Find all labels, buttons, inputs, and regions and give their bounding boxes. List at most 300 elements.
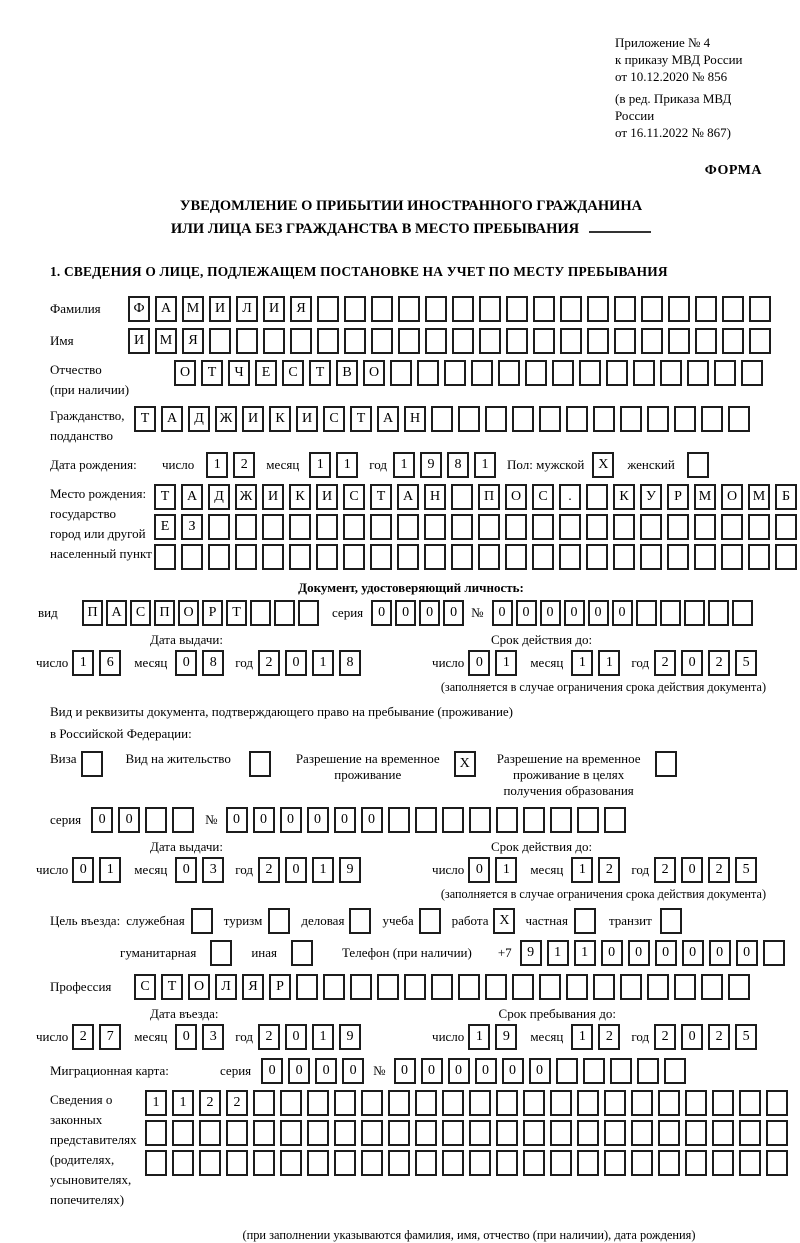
char-box[interactable]: 2: [654, 857, 676, 883]
char-box[interactable]: 1: [309, 452, 331, 478]
char-box[interactable]: А: [181, 484, 203, 510]
char-box[interactable]: [316, 514, 338, 540]
iddoc-issue-day[interactable]: [72, 650, 126, 676]
char-box[interactable]: [208, 544, 230, 570]
char-box[interactable]: [505, 544, 527, 570]
permit-series-boxes[interactable]: [91, 807, 199, 833]
char-box[interactable]: С: [532, 484, 554, 510]
char-box[interactable]: [748, 514, 770, 540]
char-box[interactable]: [199, 1120, 221, 1146]
char-box[interactable]: [253, 1120, 275, 1146]
purpose-business-checkbox[interactable]: [349, 908, 376, 934]
char-box[interactable]: [262, 514, 284, 540]
char-box[interactable]: 2: [598, 857, 620, 883]
char-box[interactable]: Я: [290, 296, 312, 322]
char-box[interactable]: [633, 360, 655, 386]
char-box[interactable]: М: [694, 484, 716, 510]
char-box[interactable]: И: [242, 406, 264, 432]
char-box[interactable]: 0: [175, 857, 197, 883]
rvp-checkbox[interactable]: [454, 751, 481, 777]
char-box[interactable]: [236, 328, 258, 354]
char-box[interactable]: [397, 514, 419, 540]
char-box[interactable]: [701, 406, 723, 432]
char-box[interactable]: И: [128, 328, 150, 354]
char-box[interactable]: [172, 1150, 194, 1176]
char-box[interactable]: 0: [419, 600, 440, 626]
char-box[interactable]: [566, 974, 588, 1000]
char-box[interactable]: [593, 974, 615, 1000]
char-box[interactable]: [660, 600, 681, 626]
iddoc-issue-month[interactable]: [175, 650, 229, 676]
char-box[interactable]: [532, 544, 554, 570]
char-box[interactable]: Ж: [235, 484, 257, 510]
char-box[interactable]: [181, 544, 203, 570]
char-box[interactable]: [641, 296, 663, 322]
char-box[interactable]: Л: [236, 296, 258, 322]
char-box[interactable]: [317, 328, 339, 354]
char-box[interactable]: [668, 296, 690, 322]
char-box[interactable]: [613, 514, 635, 540]
char-box[interactable]: [334, 1120, 356, 1146]
char-box[interactable]: [523, 807, 545, 833]
stay-day[interactable]: [468, 1024, 522, 1050]
char-box[interactable]: [722, 296, 744, 322]
char-box[interactable]: [451, 514, 473, 540]
char-box[interactable]: [667, 544, 689, 570]
char-box[interactable]: [424, 544, 446, 570]
char-box[interactable]: 0: [342, 1058, 364, 1084]
char-box[interactable]: [496, 1150, 518, 1176]
char-box[interactable]: [687, 452, 709, 478]
migration-number-boxes[interactable]: [394, 1058, 691, 1084]
char-box[interactable]: 0: [288, 1058, 310, 1084]
char-box[interactable]: [199, 1150, 221, 1176]
char-box[interactable]: 1: [393, 452, 415, 478]
char-box[interactable]: 0: [529, 1058, 551, 1084]
char-box[interactable]: X: [592, 452, 614, 478]
char-box[interactable]: [674, 974, 696, 1000]
char-box[interactable]: Л: [215, 974, 237, 1000]
char-box[interactable]: [604, 1120, 626, 1146]
char-box[interactable]: [533, 296, 555, 322]
char-box[interactable]: И: [296, 406, 318, 432]
char-box[interactable]: 0: [564, 600, 585, 626]
char-box[interactable]: [631, 1150, 653, 1176]
char-box[interactable]: 0: [448, 1058, 470, 1084]
permit-valid-month[interactable]: [571, 857, 625, 883]
char-box[interactable]: 0: [253, 807, 275, 833]
char-box[interactable]: [307, 1150, 329, 1176]
char-box[interactable]: М: [182, 296, 204, 322]
char-box[interactable]: [641, 328, 663, 354]
char-box[interactable]: 0: [371, 600, 392, 626]
char-box[interactable]: [498, 360, 520, 386]
char-box[interactable]: И: [262, 484, 284, 510]
char-box[interactable]: [145, 1150, 167, 1176]
char-box[interactable]: [533, 328, 555, 354]
char-box[interactable]: 0: [175, 1024, 197, 1050]
char-box[interactable]: И: [209, 296, 231, 322]
char-box[interactable]: [577, 1090, 599, 1116]
char-box[interactable]: [728, 406, 750, 432]
char-box[interactable]: [587, 296, 609, 322]
char-box[interactable]: [604, 1150, 626, 1176]
char-box[interactable]: Т: [154, 484, 176, 510]
char-box[interactable]: 9: [520, 940, 542, 966]
char-box[interactable]: [586, 514, 608, 540]
char-box[interactable]: [685, 1120, 707, 1146]
char-box[interactable]: 3: [202, 1024, 224, 1050]
char-box[interactable]: [694, 544, 716, 570]
char-box[interactable]: [512, 406, 534, 432]
char-box[interactable]: [552, 360, 574, 386]
char-box[interactable]: [442, 1090, 464, 1116]
char-box[interactable]: [496, 1090, 518, 1116]
char-box[interactable]: [280, 1090, 302, 1116]
char-box[interactable]: [620, 406, 642, 432]
char-box[interactable]: 5: [735, 650, 757, 676]
char-box[interactable]: О: [721, 484, 743, 510]
char-box[interactable]: [317, 296, 339, 322]
birth-month-boxes[interactable]: [309, 452, 363, 478]
char-box[interactable]: 0: [280, 807, 302, 833]
char-box[interactable]: [191, 908, 213, 934]
char-box[interactable]: 3: [202, 857, 224, 883]
char-box[interactable]: [145, 1120, 167, 1146]
char-box[interactable]: [307, 1120, 329, 1146]
char-box[interactable]: [478, 514, 500, 540]
char-box[interactable]: Т: [201, 360, 223, 386]
char-box[interactable]: [425, 328, 447, 354]
purpose-tourism-checkbox[interactable]: [268, 908, 295, 934]
iddoc-issue-year[interactable]: [258, 650, 366, 676]
char-box[interactable]: [739, 1150, 761, 1176]
char-box[interactable]: [81, 751, 103, 777]
entry-year[interactable]: [258, 1024, 366, 1050]
char-box[interactable]: [506, 296, 528, 322]
char-box[interactable]: 0: [468, 650, 490, 676]
char-box[interactable]: [749, 328, 771, 354]
char-box[interactable]: [559, 544, 581, 570]
char-box[interactable]: [766, 1150, 788, 1176]
char-box[interactable]: П: [82, 600, 103, 626]
char-box[interactable]: 0: [502, 1058, 524, 1084]
char-box[interactable]: 0: [612, 600, 633, 626]
birth-year-boxes[interactable]: [393, 452, 501, 478]
purpose-transit-checkbox[interactable]: [660, 908, 687, 934]
char-box[interactable]: [539, 974, 561, 1000]
char-box[interactable]: [687, 360, 709, 386]
char-box[interactable]: [290, 328, 312, 354]
char-box[interactable]: 0: [72, 857, 94, 883]
char-box[interactable]: [636, 600, 657, 626]
char-box[interactable]: [684, 600, 705, 626]
char-box[interactable]: [172, 807, 194, 833]
char-box[interactable]: [479, 296, 501, 322]
char-box[interactable]: [371, 296, 393, 322]
char-box[interactable]: [431, 406, 453, 432]
char-box[interactable]: [577, 807, 599, 833]
char-box[interactable]: [749, 296, 771, 322]
iddoc-valid-year[interactable]: [654, 650, 762, 676]
permit-issue-year[interactable]: [258, 857, 366, 883]
birth-day-boxes[interactable]: [206, 452, 260, 478]
char-box[interactable]: [574, 908, 596, 934]
char-box[interactable]: [708, 600, 729, 626]
char-box[interactable]: И: [263, 296, 285, 322]
char-box[interactable]: [587, 328, 609, 354]
char-box[interactable]: О: [174, 360, 196, 386]
representatives-row3-boxes[interactable]: [145, 1150, 793, 1176]
char-box[interactable]: [631, 1120, 653, 1146]
citizenship-boxes[interactable]: [134, 406, 755, 432]
char-box[interactable]: 0: [492, 600, 513, 626]
char-box[interactable]: [579, 360, 601, 386]
char-box[interactable]: А: [155, 296, 177, 322]
char-box[interactable]: [458, 974, 480, 1000]
char-box[interactable]: [154, 544, 176, 570]
patronymic-boxes[interactable]: [174, 360, 768, 386]
char-box[interactable]: [425, 296, 447, 322]
char-box[interactable]: 1: [145, 1090, 167, 1116]
char-box[interactable]: [721, 514, 743, 540]
char-box[interactable]: [469, 1090, 491, 1116]
char-box[interactable]: [249, 751, 271, 777]
char-box[interactable]: [550, 1150, 572, 1176]
char-box[interactable]: 0: [601, 940, 623, 966]
entry-day[interactable]: [72, 1024, 126, 1050]
char-box[interactable]: 0: [681, 857, 703, 883]
char-box[interactable]: [660, 360, 682, 386]
char-box[interactable]: [739, 1090, 761, 1116]
char-box[interactable]: 1: [99, 857, 121, 883]
sex-male-checkbox[interactable]: [592, 452, 619, 478]
char-box[interactable]: [316, 544, 338, 570]
char-box[interactable]: 0: [118, 807, 140, 833]
char-box[interactable]: [253, 1150, 275, 1176]
char-box[interactable]: 5: [735, 1024, 757, 1050]
char-box[interactable]: [371, 328, 393, 354]
char-box[interactable]: [431, 974, 453, 1000]
char-box[interactable]: [485, 974, 507, 1000]
char-box[interactable]: 0: [540, 600, 561, 626]
char-box[interactable]: [444, 360, 466, 386]
char-box[interactable]: Т: [350, 406, 372, 432]
char-box[interactable]: [397, 544, 419, 570]
permit-issue-day[interactable]: [72, 857, 126, 883]
birthplace-row1-boxes[interactable]: [154, 484, 800, 510]
char-box[interactable]: Р: [269, 974, 291, 1000]
char-box[interactable]: X: [493, 908, 515, 934]
char-box[interactable]: Т: [309, 360, 331, 386]
char-box[interactable]: 1: [571, 650, 593, 676]
char-box[interactable]: [226, 1150, 248, 1176]
surname-boxes[interactable]: [128, 296, 776, 322]
char-box[interactable]: 0: [655, 940, 677, 966]
char-box[interactable]: [442, 807, 464, 833]
char-box[interactable]: [469, 807, 491, 833]
char-box[interactable]: [452, 328, 474, 354]
char-box[interactable]: 0: [475, 1058, 497, 1084]
char-box[interactable]: 0: [226, 807, 248, 833]
char-box[interactable]: 9: [495, 1024, 517, 1050]
char-box[interactable]: [291, 940, 313, 966]
char-box[interactable]: [388, 807, 410, 833]
char-box[interactable]: 1: [495, 857, 517, 883]
char-box[interactable]: 2: [258, 650, 280, 676]
char-box[interactable]: [631, 1090, 653, 1116]
char-box[interactable]: [469, 1150, 491, 1176]
representatives-row1-boxes[interactable]: [145, 1090, 793, 1116]
char-box[interactable]: 1: [547, 940, 569, 966]
char-box[interactable]: Н: [424, 484, 446, 510]
char-box[interactable]: З: [181, 514, 203, 540]
char-box[interactable]: [415, 807, 437, 833]
char-box[interactable]: 0: [285, 650, 307, 676]
char-box[interactable]: [262, 544, 284, 570]
char-box[interactable]: [606, 360, 628, 386]
char-box[interactable]: С: [282, 360, 304, 386]
char-box[interactable]: [419, 908, 441, 934]
char-box[interactable]: [766, 1090, 788, 1116]
char-box[interactable]: У: [640, 484, 662, 510]
char-box[interactable]: [556, 1058, 578, 1084]
char-box[interactable]: [701, 974, 723, 1000]
char-box[interactable]: Ч: [228, 360, 250, 386]
char-box[interactable]: 8: [202, 650, 224, 676]
char-box[interactable]: [694, 514, 716, 540]
char-box[interactable]: [658, 1120, 680, 1146]
char-box[interactable]: 2: [258, 1024, 280, 1050]
char-box[interactable]: Р: [667, 484, 689, 510]
char-box[interactable]: 0: [334, 807, 356, 833]
representatives-row2-boxes[interactable]: [145, 1120, 793, 1146]
char-box[interactable]: [343, 514, 365, 540]
char-box[interactable]: Д: [188, 406, 210, 432]
char-box[interactable]: [415, 1150, 437, 1176]
char-box[interactable]: [172, 1120, 194, 1146]
purpose-private-checkbox[interactable]: [574, 908, 601, 934]
char-box[interactable]: [268, 908, 290, 934]
char-box[interactable]: [209, 328, 231, 354]
char-box[interactable]: [712, 1120, 734, 1146]
char-box[interactable]: [586, 484, 608, 510]
char-box[interactable]: [539, 406, 561, 432]
char-box[interactable]: 1: [172, 1090, 194, 1116]
char-box[interactable]: [721, 544, 743, 570]
char-box[interactable]: [334, 1090, 356, 1116]
char-box[interactable]: [307, 1090, 329, 1116]
char-box[interactable]: [604, 807, 626, 833]
char-box[interactable]: 1: [571, 857, 593, 883]
char-box[interactable]: 2: [598, 1024, 620, 1050]
char-box[interactable]: К: [289, 484, 311, 510]
char-box[interactable]: Т: [226, 600, 247, 626]
char-box[interactable]: О: [363, 360, 385, 386]
char-box[interactable]: 8: [339, 650, 361, 676]
char-box[interactable]: [550, 807, 572, 833]
char-box[interactable]: [280, 1120, 302, 1146]
char-box[interactable]: К: [613, 484, 635, 510]
char-box[interactable]: [732, 600, 753, 626]
char-box[interactable]: Я: [242, 974, 264, 1000]
char-box[interactable]: [253, 1090, 275, 1116]
char-box[interactable]: Е: [154, 514, 176, 540]
char-box[interactable]: [361, 1120, 383, 1146]
char-box[interactable]: [274, 600, 295, 626]
char-box[interactable]: [235, 544, 257, 570]
char-box[interactable]: 9: [420, 452, 442, 478]
char-box[interactable]: [263, 328, 285, 354]
char-box[interactable]: [712, 1150, 734, 1176]
char-box[interactable]: К: [269, 406, 291, 432]
char-box[interactable]: О: [188, 974, 210, 1000]
char-box[interactable]: [637, 1058, 659, 1084]
char-box[interactable]: 2: [654, 1024, 676, 1050]
char-box[interactable]: 2: [72, 1024, 94, 1050]
char-box[interactable]: [298, 600, 319, 626]
stay-month[interactable]: [571, 1024, 625, 1050]
char-box[interactable]: 1: [336, 452, 358, 478]
char-box[interactable]: О: [178, 600, 199, 626]
char-box[interactable]: [523, 1150, 545, 1176]
char-box[interactable]: [506, 328, 528, 354]
char-box[interactable]: 0: [395, 600, 416, 626]
purpose-official-checkbox[interactable]: [191, 908, 218, 934]
char-box[interactable]: [620, 974, 642, 1000]
char-box[interactable]: [451, 484, 473, 510]
char-box[interactable]: [471, 360, 493, 386]
char-box[interactable]: [415, 1090, 437, 1116]
char-box[interactable]: 2: [226, 1090, 248, 1116]
char-box[interactable]: [655, 751, 677, 777]
purpose-work-checkbox[interactable]: [493, 908, 520, 934]
char-box[interactable]: [763, 940, 785, 966]
char-box[interactable]: [695, 328, 717, 354]
char-box[interactable]: 1: [72, 650, 94, 676]
char-box[interactable]: [296, 974, 318, 1000]
char-box[interactable]: [647, 406, 669, 432]
char-box[interactable]: [712, 1090, 734, 1116]
purpose-other-checkbox[interactable]: [291, 940, 318, 966]
char-box[interactable]: [748, 544, 770, 570]
char-box[interactable]: 1: [312, 1024, 334, 1050]
char-box[interactable]: 0: [361, 807, 383, 833]
char-box[interactable]: [610, 1058, 632, 1084]
char-box[interactable]: [250, 600, 271, 626]
char-box[interactable]: [323, 974, 345, 1000]
char-box[interactable]: [674, 406, 696, 432]
char-box[interactable]: [469, 1120, 491, 1146]
char-box[interactable]: [458, 406, 480, 432]
char-box[interactable]: [667, 514, 689, 540]
char-box[interactable]: [695, 296, 717, 322]
char-box[interactable]: Е: [255, 360, 277, 386]
char-box[interactable]: [361, 1090, 383, 1116]
char-box[interactable]: [398, 296, 420, 322]
char-box[interactable]: М: [748, 484, 770, 510]
permit-issue-month[interactable]: [175, 857, 229, 883]
char-box[interactable]: 1: [598, 650, 620, 676]
char-box[interactable]: 9: [339, 1024, 361, 1050]
char-box[interactable]: [424, 514, 446, 540]
char-box[interactable]: [479, 328, 501, 354]
char-box[interactable]: Я: [182, 328, 204, 354]
char-box[interactable]: [496, 807, 518, 833]
char-box[interactable]: 0: [736, 940, 758, 966]
char-box[interactable]: [280, 1150, 302, 1176]
iddoc-series-boxes[interactable]: [371, 600, 467, 626]
